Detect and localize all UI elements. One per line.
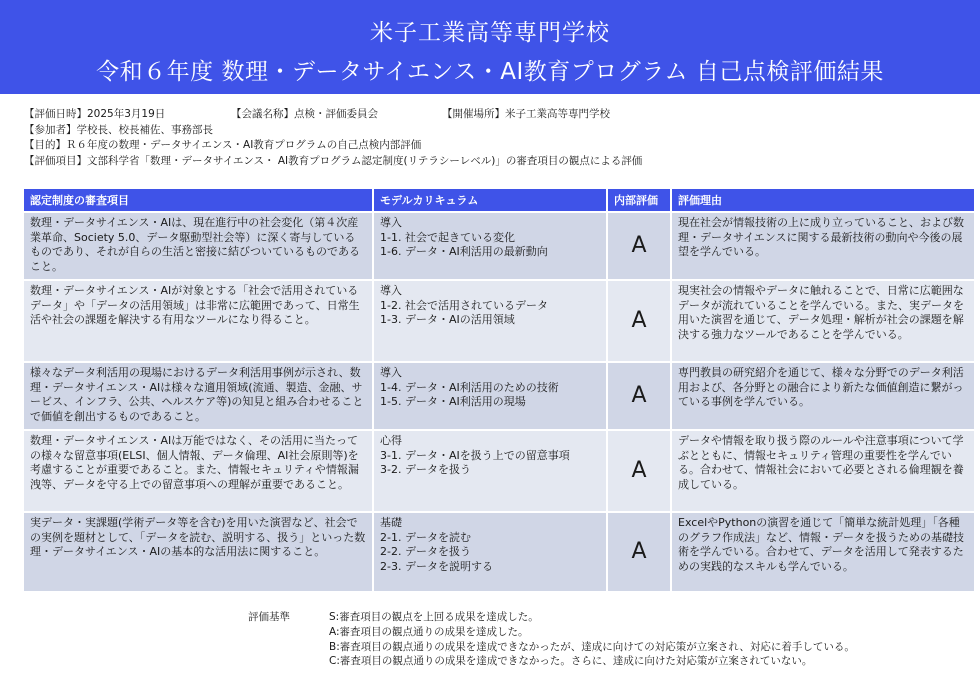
- model-line: 1-5. データ・AI利活用の現場: [380, 395, 526, 408]
- criteria-item: B:審査項目の観点通りの成果を達成できなかったが、達成に向けての対応策が立案され、対応に着手している。: [329, 640, 855, 653]
- reason-cell: 現在社会が情報技術の上に成り立っていること、および数理・データサイエンスに関する最新技術の動向や今後の展望を学んでいる。: [672, 213, 974, 279]
- reason-cell: データや情報を取り扱う際のルールや注意事項について学ぶとともに、情報セキュリティ管理の重要性を学んでいる。合わせて、情報社会において必要とされる倫理観を養成している。: [672, 431, 974, 511]
- grade-cell: A: [608, 281, 670, 361]
- model-line: 3-2. データを扱う: [380, 463, 471, 476]
- model-line: 2-3. データを説明する: [380, 559, 493, 573]
- criteria-label: 評価基準: [248, 611, 290, 623]
- school-name: 米子工業高等専門学校: [370, 20, 610, 46]
- evaluation-table: [22, 187, 976, 593]
- table-row: [24, 431, 974, 511]
- meta-purpose: 【目的】Ｒ６年度の数理・データサイエンス・AI教育プログラムの自己点検内部評価: [24, 139, 422, 151]
- criteria-item: C:審査項目の観点通りの成果を達成できなかった。さらに、達成に向けた対応策が立案されていない。: [329, 655, 813, 668]
- model-cell: [374, 513, 606, 591]
- model-line: 1-4. データ・AI利活用のための技術: [380, 380, 559, 394]
- model-line: 1-6. データ・AI利活用の最新動向: [380, 245, 548, 258]
- model-line: 心得: [380, 434, 402, 447]
- header-internal-grade: 内部評価: [608, 189, 670, 211]
- model-cell: [374, 213, 606, 279]
- model-line: 導入: [380, 366, 402, 379]
- model-line: 1-3. データ・AIの活用領域: [380, 313, 515, 326]
- reason-cell: 専門教員の研究紹介を通じて、様々な分野でのデータ利活用および、各分野との融合により新たな価値創造に繋がっている事例を学んでいる。: [672, 363, 974, 429]
- meta-venue: 【開催場所】米子工業高等専門学校: [442, 108, 610, 120]
- grade-cell: A: [608, 213, 670, 279]
- model-line: 1-1. 社会で起きている変化: [380, 230, 515, 244]
- header-reason: 評価理由: [672, 189, 974, 211]
- model-cell: [374, 363, 606, 429]
- criterion-cell: 実データ・実課題(学術データ等を含む)を用いた演習など、社会での実例を題材として、「データを読む、説明する、扱う」といった数理・データサイエンス・AIの基本的な活用法に関すること。: [24, 513, 372, 591]
- table-row: [24, 513, 974, 591]
- meta-committee: 【会議名称】点検・評価委員会: [231, 108, 378, 120]
- meta-items: 【評価項目】文部科学省「数理・データサイエンス・ AI教育プログラム認定制度(リテラシーレベル)」の審査項目の観点による評価: [24, 154, 643, 167]
- table-header-row: [24, 189, 974, 211]
- meta-participants: 【参加者】学校長、校長補佐、事務部長: [24, 123, 213, 136]
- page-title: 令和６年度 数理・データサイエンス・AI教育プログラム 自己点検評価結果: [96, 59, 884, 85]
- criterion-cell: 数理・データサイエンス・AIは万能ではなく、その活用に当たっての様々な留意事項(ELSI、個人情報、データ倫理、AI社会原則等)を考慮することが重要であること。また、情報セキュリティや情報漏洩等、データを守る上での留意事項への理解が重要であること。: [24, 431, 372, 511]
- grade-cell: A: [608, 513, 670, 591]
- model-line: 1-2. 社会で活用されているデータ: [380, 298, 548, 312]
- meta-date: 【評価日時】2025年3月19日: [24, 108, 166, 120]
- reason-cell: ExcelやPythonの演習を通じて「簡単な統計処理」「各種のグラフ作成法」など、情報・データを扱うための基礎技術を学んでいる。合わせて、データを活用して発表するための実践的なスキルも学んでいる。: [672, 513, 974, 591]
- model-line: 2-1. データを読む: [380, 530, 471, 544]
- model-line: 導入: [380, 216, 402, 229]
- criteria-item: S:審査項目の観点を上回る成果を達成した。: [329, 611, 539, 623]
- model-line: 2-2. データを扱う: [380, 545, 471, 558]
- reason-cell: 現実社会の情報やデータに触れることで、日常に広範囲なデータが流れていることを学んでいる。また、実データを用いた演習を通じて、データ処理・解析が社会の課題を解決する強力なツールであることを学んでいる。: [672, 281, 974, 361]
- model-cell: [374, 431, 606, 511]
- table-row: [24, 213, 974, 279]
- criteria-item: A:審査項目の観点通りの成果を達成した。: [329, 625, 529, 638]
- header-criterion: 認定制度の審査項目: [24, 189, 372, 211]
- model-cell: [374, 281, 606, 361]
- model-line: 導入: [380, 284, 402, 297]
- evaluation-meta: [24, 107, 964, 169]
- criterion-cell: 数理・データサイエンス・AIは、現在進行中の社会変化（第４次産業革命、Society 5.0、データ駆動型社会等）に深く寄与しているものであり、それが自らの生活と密接に結びついているものであること。: [24, 213, 372, 279]
- table-row: [24, 363, 974, 429]
- grade-cell: A: [608, 431, 670, 511]
- table-row: [24, 281, 974, 361]
- model-line: 3-1. データ・AIを扱う上での留意事項: [380, 448, 570, 462]
- header-model-curriculum: モデルカリキュラム: [374, 189, 606, 211]
- criterion-cell: 数理・データサイエンス・AIが対象とする「社会で活用されているデータ」や「データの活用領域」は非常に広範囲であって、日常生活や社会の課題を解決する有用なツールになり得ること。: [24, 281, 372, 361]
- title-banner: [0, 0, 980, 94]
- grade-cell: A: [608, 363, 670, 429]
- model-line: 基礎: [380, 516, 402, 529]
- criterion-cell: 様々なデータ利活用の現場におけるデータ利活用事例が示され、数理・データサイエンス・AIは様々な適用領域(流通、製造、金融、サービス、インフラ、公共、ヘルスケア等)の知見と組み合わせることで価値を創出するものであること。: [24, 363, 372, 429]
